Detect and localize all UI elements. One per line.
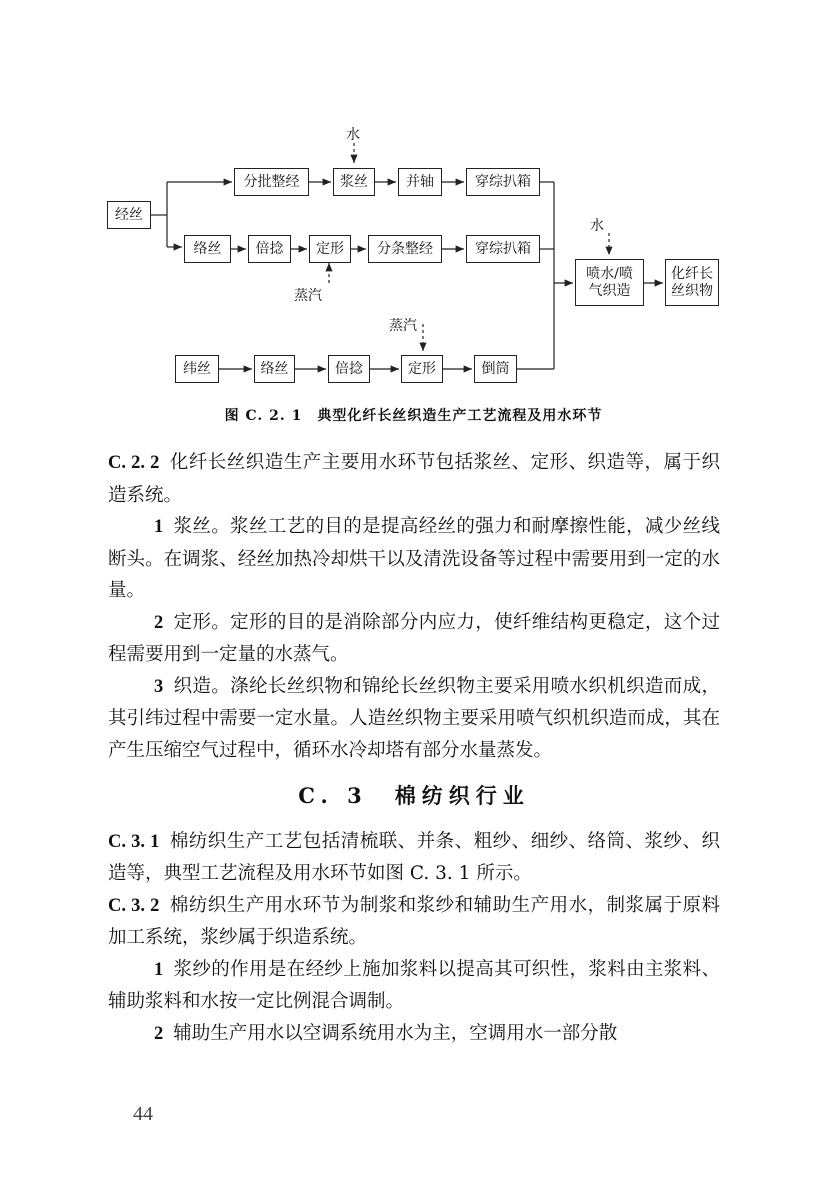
paragraph-item [108, 1018, 720, 1051]
node-beaming: 并轴 [398, 168, 442, 196]
paragraph-c32 [108, 890, 720, 954]
steam-input-label: 蒸汽 [389, 318, 417, 334]
paragraph-item [108, 671, 720, 767]
paragraph-item [108, 511, 720, 607]
node-setting-1: 定形 [309, 235, 351, 263]
node-sizing: 浆丝 [333, 168, 375, 196]
item-text: 浆纱的作用是在经纱上施加浆料以提高其可织性，浆料由主浆料、辅助浆料和水按一定比例混合调制。 [108, 958, 720, 1012]
clause-number: C. 3. 2 [108, 895, 160, 916]
page-number: 44 [133, 1103, 153, 1125]
paragraph-c31 [108, 826, 720, 890]
node-sectional-warping: 分条整经 [368, 235, 442, 263]
item-number: 1 [154, 959, 164, 980]
water-input-label: 水 [590, 218, 604, 234]
clause-text: 棉纺织生产用水环节为制浆和浆纱和辅助生产用水，制浆属于原料加工系统，浆纱属于织造系统。 [108, 894, 720, 948]
node-drawing-in-2: 穿综扒箱 [466, 235, 540, 263]
process-flow-diagram [0, 0, 827, 400]
node-warp-yarn: 经丝 [107, 201, 151, 229]
item-text: 浆丝。浆丝工艺的目的是提高经丝的强力和耐摩擦性能，减少丝线断头。在调浆、经丝加热冷却烘干以及清洗设备等过程中需要用到一定的水量。 [108, 516, 720, 601]
paragraph-c222 [108, 447, 720, 511]
item-number: 2 [154, 612, 164, 633]
item-number: 3 [154, 676, 164, 697]
item-number: 2 [154, 1023, 164, 1044]
node-filament-fabric: 化纤长丝织物 [665, 259, 719, 306]
clause-number: C. 3. 1 [108, 831, 160, 852]
node-twisting-2: 倍捻 [328, 355, 370, 383]
node-weft-yarn: 纬丝 [175, 355, 219, 383]
node-winding-1: 络丝 [184, 235, 231, 263]
node-rewinding: 倒筒 [474, 355, 517, 383]
item-text: 织造。涤纶长丝织物和锦纶长丝织物主要采用喷水织机织造而成，其引纬过程中需要一定水量。人造丝织物主要采用喷气织机织造而成，其在产生压缩空气过程中，循环水冷却塔有部分水量蒸发。 [108, 675, 720, 761]
paragraph-item [108, 954, 720, 1018]
item-text: 辅助生产用水以空调系统用水为主，空调用水一部分散 [173, 1022, 618, 1044]
item-number: 1 [154, 517, 164, 537]
clause-number: C. 2. 2 [108, 453, 160, 473]
steam-input-label: 蒸汽 [294, 288, 322, 304]
paragraph-item [108, 607, 720, 671]
item-text: 定形。定形的目的是消除部分内应力，使纤维结构更稳定，这个过程需要用到一定量的水蒸气。 [108, 611, 720, 665]
node-twisting-1: 倍捻 [248, 235, 291, 263]
node-drawing-in-1: 穿综扒箱 [466, 168, 540, 196]
clause-text: 化纤长丝织造生产主要用水环节包括浆丝、定形、织造等，属于织造系统。 [108, 452, 720, 506]
clause-text: 棉纺织生产工艺包括清梳联、并条、粗纱、细纱、络筒、浆纱、织造等，典型工艺流程及用水环节如图 C. 3. 1 所示。 [108, 830, 720, 884]
body-text [108, 447, 720, 1050]
water-input-label: 水 [346, 127, 360, 143]
node-batch-warping: 分批整经 [234, 168, 309, 196]
flow-connectors [0, 0, 827, 400]
node-winding-2: 络丝 [254, 355, 295, 383]
node-setting-2: 定形 [401, 355, 443, 383]
node-water-jet-weaving: 喷水/喷气织造 [575, 259, 644, 306]
figure-caption: 图 C. 2. 1 典型化纤长丝织造生产工艺流程及用水环节 [224, 408, 603, 424]
section-heading: C. 3 棉纺织行业 [298, 783, 530, 808]
